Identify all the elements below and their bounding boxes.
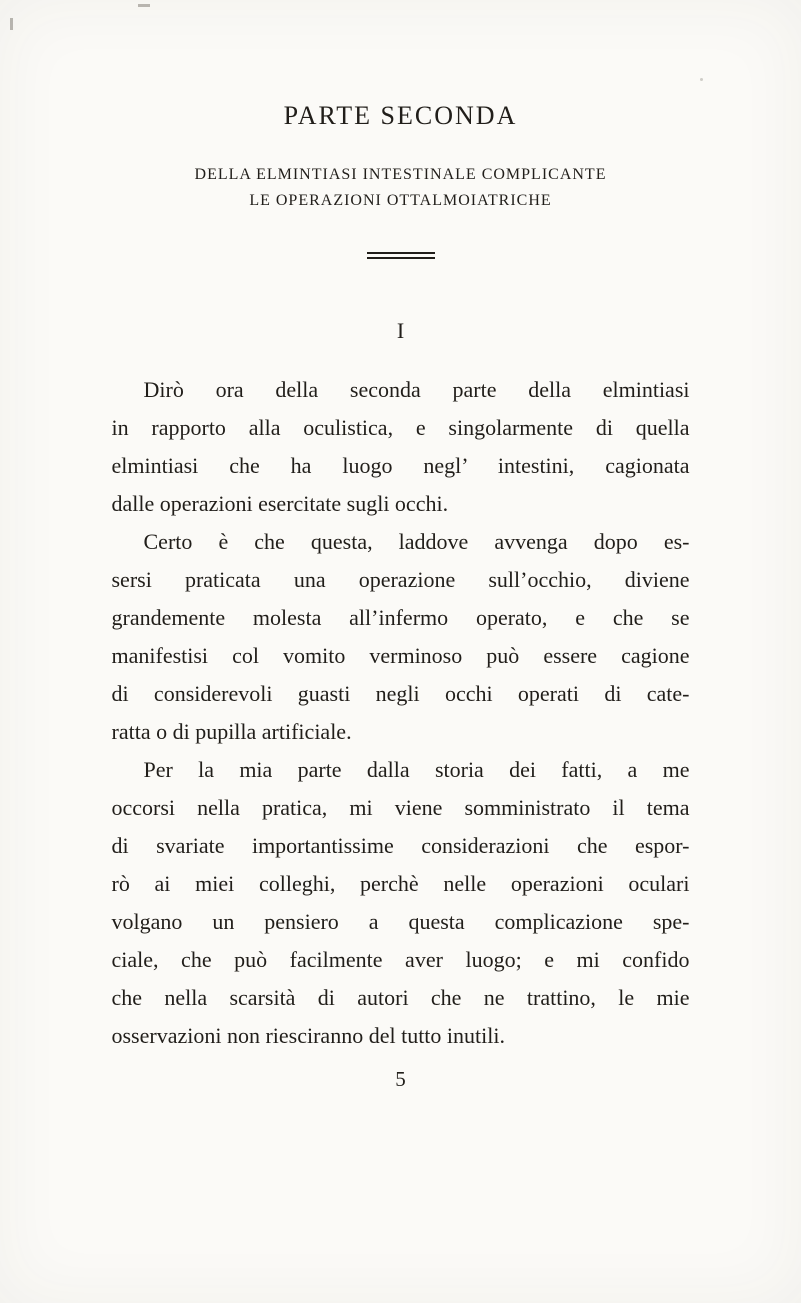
- text-line: Certo è che questa, laddove avvenga dopo es-: [143, 529, 690, 554]
- paragraph-1: [112, 371, 690, 523]
- divider-rule-bottom: [367, 257, 435, 259]
- scan-mark: [700, 78, 703, 81]
- text-line: grandemente molesta all’infermo operato, e che se: [111, 605, 690, 630]
- body-text: [112, 371, 690, 1055]
- section-divider: [367, 252, 435, 259]
- text-line: dalle operazioni esercitate sugli occhi.: [111, 491, 449, 516]
- book-page: [112, 0, 690, 1092]
- text-line: elmintiasi che ha luogo negl’ intestini, cagionata: [111, 453, 690, 478]
- text-line: che nella scarsità di autori che ne trattino, le mie: [111, 985, 690, 1010]
- scan-mark: [138, 4, 150, 7]
- chapter-subtitle-line-2: LE OPERAZIONI OTTALMOIATRICHE: [249, 192, 552, 209]
- scan-mark: [10, 18, 13, 30]
- text-line: osservazioni non riesciranno del tutto inutili.: [111, 1023, 505, 1048]
- text-line: di considerevoli guasti negli occhi operati di cate-: [111, 681, 690, 706]
- text-line: rò ai miei colleghi, perchè nelle operazioni oculari: [111, 871, 690, 896]
- text-line: Per la mia parte dalla storia dei fatti, a me: [143, 757, 690, 782]
- text-line: Dirò ora della seconda parte della elmintiasi: [143, 377, 690, 402]
- page-number: 5: [395, 1067, 406, 1091]
- text-line: sersi praticata una operazione sull’occhio, diviene: [111, 567, 690, 592]
- text-line: ratta o di pupilla artificiale.: [111, 719, 352, 744]
- text-line: occorsi nella pratica, mi viene somministrato il tema: [111, 795, 690, 820]
- text-line: ciale, che può facilmente aver luogo; e mi confido: [111, 947, 690, 972]
- text-line: volgano un pensiero a questa complicazione spe-: [111, 909, 690, 934]
- section-number: I: [396, 318, 405, 343]
- part-title: PARTE SECONDA: [283, 101, 518, 130]
- chapter-subtitle-line-1: DELLA ELMINTIASI INTESTINALE COMPLICANTE: [194, 166, 607, 183]
- paragraph-2: [112, 523, 690, 751]
- text-line: di svariate importantissime considerazioni che espor-: [111, 833, 690, 858]
- text-line: manifestisi col vomito verminoso può essere cagione: [111, 643, 690, 668]
- text-line: in rapporto alla oculistica, e singolarmente di quella: [111, 415, 690, 440]
- divider-rule-top: [367, 252, 435, 254]
- paragraph-3: [112, 751, 690, 1055]
